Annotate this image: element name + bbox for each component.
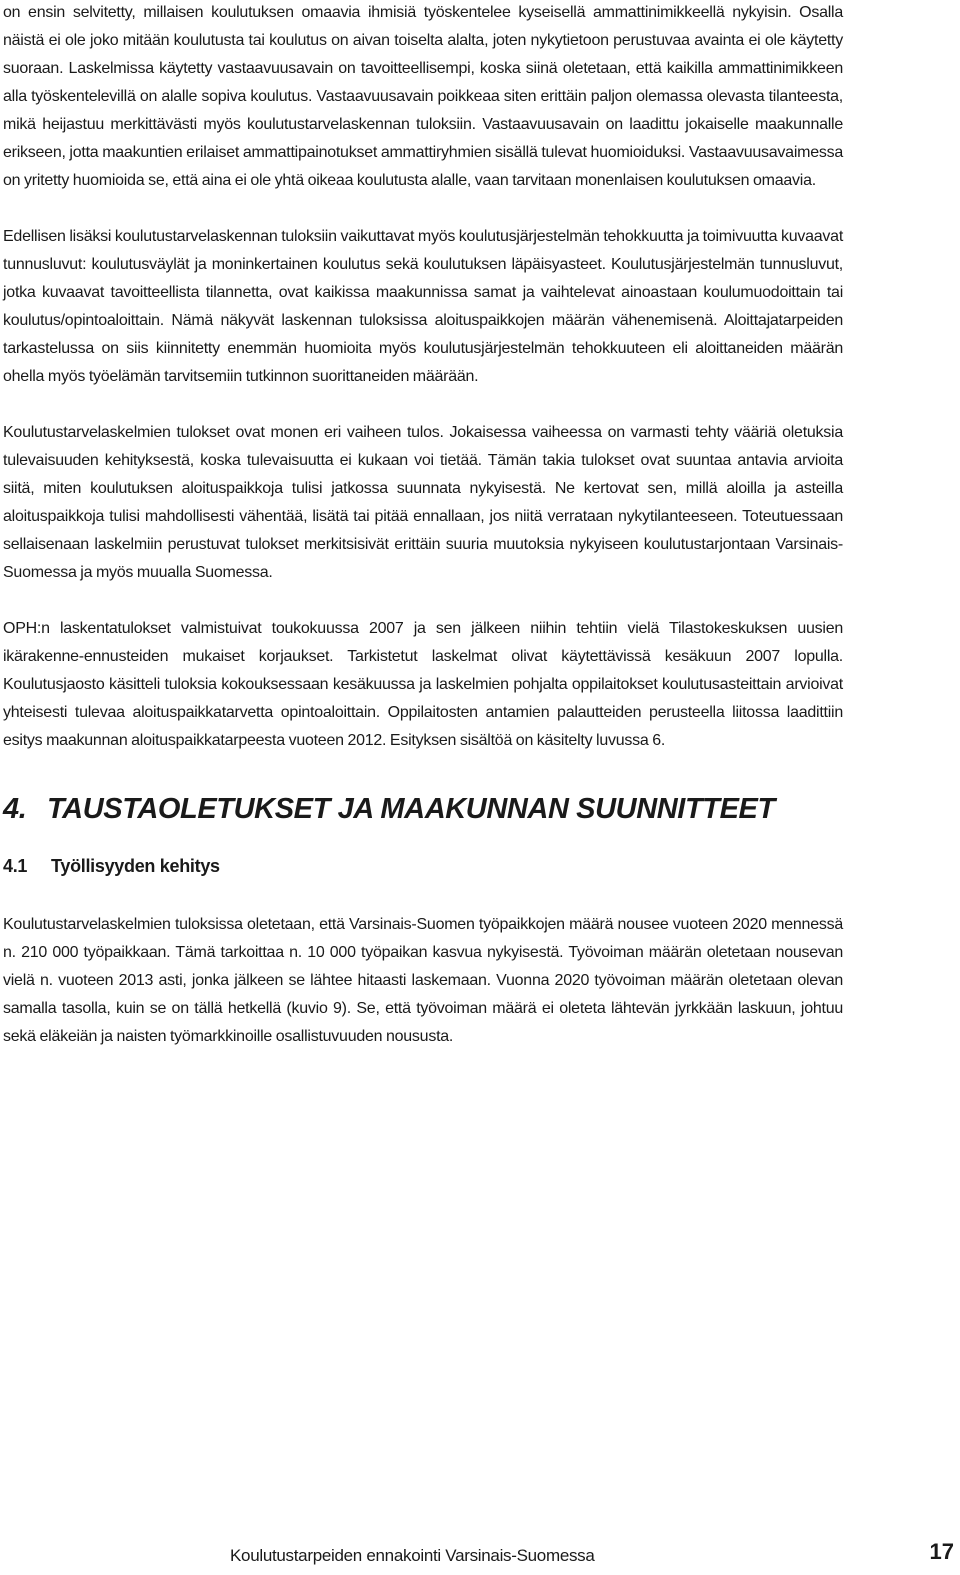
subsection-heading: [3, 851, 843, 881]
section-number: 4.: [3, 793, 27, 825]
subsection-number: 4.1: [3, 856, 28, 876]
paragraph-2: Edellisen lisäksi koulutustarvelaskennan tuloksiin vaikuttavat myös koulutusjärjestelmän tehokkuutta ja toimivuutta kuvaavat tunnusluvut: koulutusväylät ja moninkertainen koulutus sekä koulutuksen läpäisyasteet. Koulutusjärjestelmän tunnusluvut, jotka kuvaavat tavoitteellista tilannetta, ovat kaikissa maakunnissa samat ja vaihtelevat ainoastaan koulumuodoittain tai koulutus/opintoaloittain. Nämä näkyvät laskennan tuloksissa aloituspaikkojen määrän vähenemisenä. Aloittajatarpeiden tarkastelussa on siis kiinnitetty enemmän huomioita myös koulutusjärjestelmän tehokkuuteen eli aloittaneiden määrän ohella myös työelämän tarvitsemiin tutkinnon suorittaneiden määrään.: [3, 228, 844, 385]
section-title: TAUSTAOLETUKSET JA MAAKUNNAN SUUNNITTEET: [47, 793, 775, 825]
paragraph-gap: [3, 587, 843, 615]
footer-title: Koulutustarpeiden ennakointi Varsinais-Suomessa: [230, 1546, 595, 1565]
paragraph-5: Koulutustarvelaskelmien tuloksissa oletetaan, että Varsinais-Suomen työpaikkojen määrä nousee vuoteen 2020 mennessä n. 210 000 työpaikkaan. Tämä tarkoittaa n. 10 000 työpaikan kasvua nykyisestä. Työvoiman määrän oletetaan nousevan vielä n. vuoteen 2013 asti, jonka jälkeen se lähtee hitaasti laskemaan. Vuonna 2020 työvoiman määrän oletetaan olevan samalla tasolla, kuin se on tällä hetkellä (kuvio 9). Se, että työvoiman määrä ei oleteta lähtevän jyrkkään laskuun, johtuu sekä eläkeiän ja naisten työmarkkinoille osallistuvuuden noususta.: [3, 916, 843, 1045]
page-number: 17: [929, 1539, 954, 1564]
document-body: [3, 0, 843, 1051]
section-heading: [3, 789, 843, 829]
paragraph-4: OPH:n laskentatulokset valmistuivat toukokuussa 2007 ja sen jälkeen niihin tehtiin vielä Tilastokeskuksen uusien ikärakenne-ennusteiden mukaiset korjaukset. Tarkistetut laskelmat olivat käytettävissä kesäkuun 2007 lopulla. Koulutusjaosto käsitteli tuloksia kokouksessaan kesäkuussa ja laskelmien pohjalta oppilaitokset koulutusasteittain arvioivat yhteisesti tulevaa aloituspaikkatarvetta opintoaloittain. Oppilaitosten antamien palautteiden perusteella liitossa laadittiin esitys maakunnan aloituspaikkatarpeesta vuoteen 2012. Esityksen sisältöä on käsitelty luvussa 6.: [3, 620, 843, 749]
paragraph-3: Koulutustarvelaskelmien tulokset ovat monen eri vaiheen tulos. Jokaisessa vaiheessa on varmasti tehty vääriä oletuksia tulevaisuuden kehityksestä, koska tulevaisuutta ei kukaan voi tietää. Tämän takia tulokset ovat suuntaa antavia arvioita siitä, miten koulutuksen aloituspaikkoja tulisi jatkossa suunnata nykyisestä. Ne kertovat sen, millä aloilla ja asteilla aloituspaikkoja tulisi mahdollisesti vähentää, lisätä tai pitää ennallaan, jos niitä verrataan nykytilanteeseen. Toteutuessaan sellaisenaan laskelmiin perustuvat tulokset merkitsisivät erittäin suuria muutoksia nykyiseen koulutustarjontaan Varsinais-Suomessa ja myös muualla Suomessa.: [3, 424, 843, 581]
paragraph-gap: [3, 391, 843, 419]
paragraph-1: on ensin selvitetty, millaisen koulutuksen omaavia ihmisiä työskentelee kyseisellä ammattinimikkeellä nykyisin. Osalla näistä ei ole joko mitään koulutusta tai koulutus on aivan toiselta alalta, joten nykytietoon perustuvaa avainta ei ole käytetty suoraan. Laskelmissa käytetty vastaavuusavain on tavoitteellisempi, koska siinä oletetaan, että kaikilla ammattinimikkeen alla työskentelevillä on alalle sopiva koulutus. Vastaavuusavain poikkeaa siten erittäin paljon olemassa olevasta tilanteesta, mikä heijastuu merkittävästi myös koulutustarvelaskennan tuloksiin. Vastaavuusavain on laadittu jokaiselle maakunnalle erikseen, jotta maakuntien erilaiset ammattipainotukset ammattiryhmien sisällä tulevat huomioiduksi. Vastaavuusavaimessa on yritetty huomioida se, että aina ei ole yhtä oikeaa koulutusta alalle, vaan tarvitaan monenlaisen koulutuksen omaavia.: [3, 4, 843, 189]
paragraph-gap: [3, 195, 843, 223]
heading-gap: [3, 881, 843, 911]
subsection-title: Työllisyyden kehitys: [51, 856, 220, 876]
